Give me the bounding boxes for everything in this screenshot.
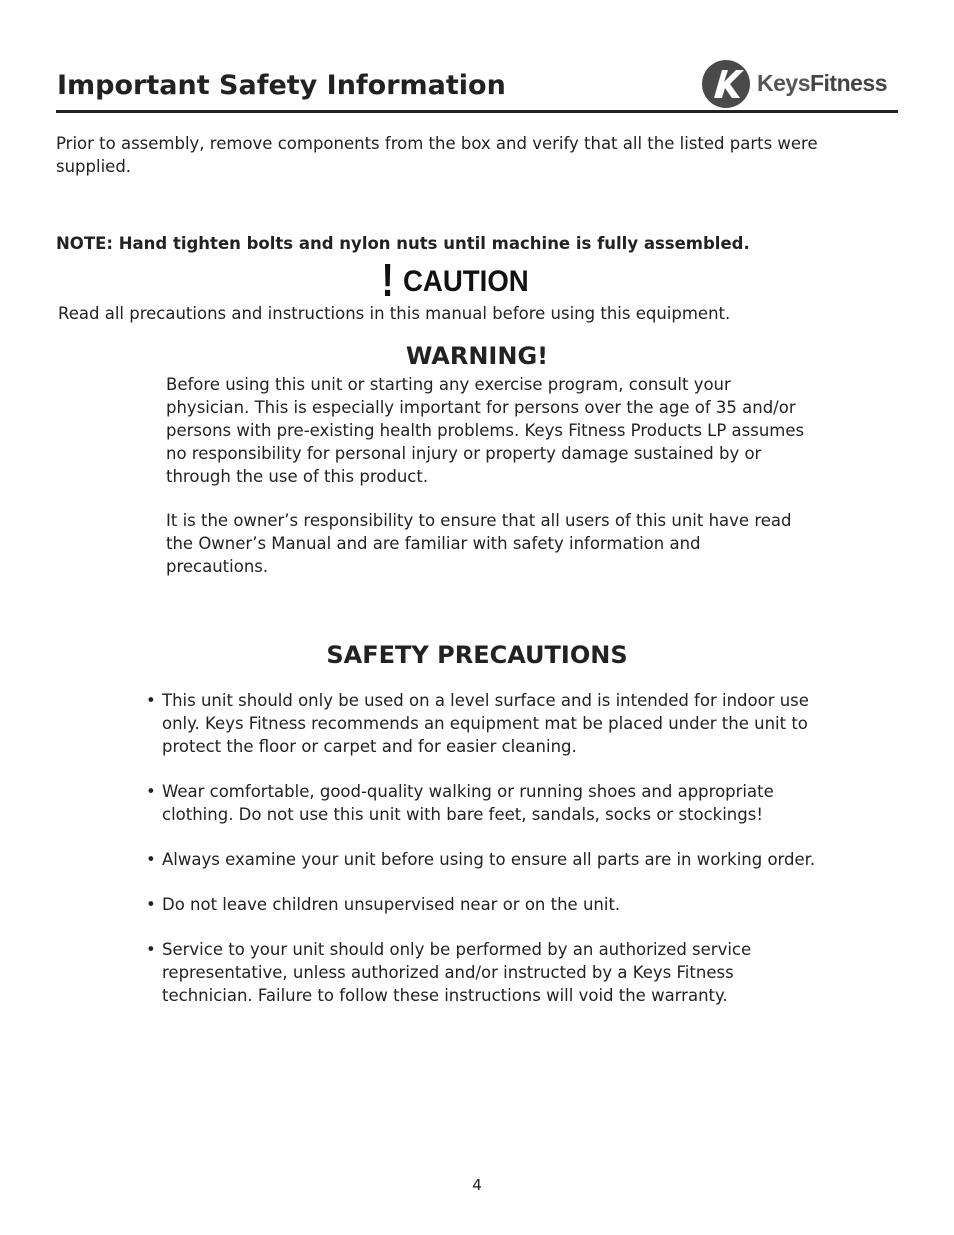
safety-precautions-list: [146, 689, 826, 1029]
caution-text: Read all precautions and instructions in this manual before using this equipment.: [58, 304, 731, 323]
intro-text: Prior to assembly, remove components from the box and verify that all the listed parts were supplied.: [56, 134, 818, 176]
page-title: Important Safety Information: [57, 70, 506, 101]
list-item-text: Do not leave children unsupervised near or on the unit.: [162, 895, 621, 914]
list-item: [146, 689, 826, 758]
list-item: [146, 893, 826, 916]
warning-paragraph: It is the owner’s responsibility to ensure that all users of this unit have read the Owner’s Manual and are familiar with safety information and precautions.: [166, 511, 792, 576]
header-rule: [56, 110, 898, 113]
list-item-text: This unit should only be used on a level surface and is intended for indoor use only. Keys Fitness recommends an equipment mat be placed under the unit to protect the floor or carpet and for easier cleaning.: [162, 691, 809, 756]
keys-fitness-logo: [700, 56, 900, 112]
page-number: 4: [472, 1176, 482, 1194]
logo-text-fitness: Fitness: [809, 70, 888, 96]
list-item-text: Service to your unit should only be performed by an authorized service representative, unless authorized and/or instructed by a Keys Fitness technician. Failure to follow these instructions will void the warranty.: [162, 940, 752, 1005]
bullet-icon: •: [146, 782, 156, 801]
logo-text-keys: Keys: [757, 70, 810, 96]
bullet-icon: •: [146, 940, 156, 959]
keys-fitness-logo-icon: [700, 58, 752, 110]
list-item-text: Always examine your unit before using to ensure all parts are in working order.: [162, 850, 816, 869]
caution-heading: [380, 254, 540, 306]
warning-paragraph: Before using this unit or starting any exercise program, consult your physician. This is especially important for persons over the age of 35 and/or persons with pre-existing health problems. Keys Fitness Products LP assumes no responsibility for personal injury or property damage sustained by or through the use of this product.: [166, 375, 805, 486]
caution-label: CAUTION: [403, 265, 530, 298]
bullet-icon: •: [146, 691, 156, 710]
list-item: [146, 848, 826, 871]
bullet-icon: •: [146, 895, 156, 914]
warning-heading: WARNING!: [405, 342, 549, 370]
assembly-note: NOTE: Hand tighten bolts and nylon nuts until machine is fully assembled.: [56, 234, 750, 253]
bullet-icon: •: [146, 850, 156, 869]
list-item: [146, 780, 826, 826]
list-item: [146, 938, 826, 1007]
safety-precautions-heading: SAFETY PRECAUTIONS: [326, 641, 628, 669]
logo-wordmark: [757, 70, 887, 97]
exclamation-icon: !: [381, 254, 394, 306]
list-item-text: Wear comfortable, good-quality walking or running shoes and appropriate clothing. Do not use this unit with bare feet, sandals, socks or stockings!: [162, 782, 774, 824]
